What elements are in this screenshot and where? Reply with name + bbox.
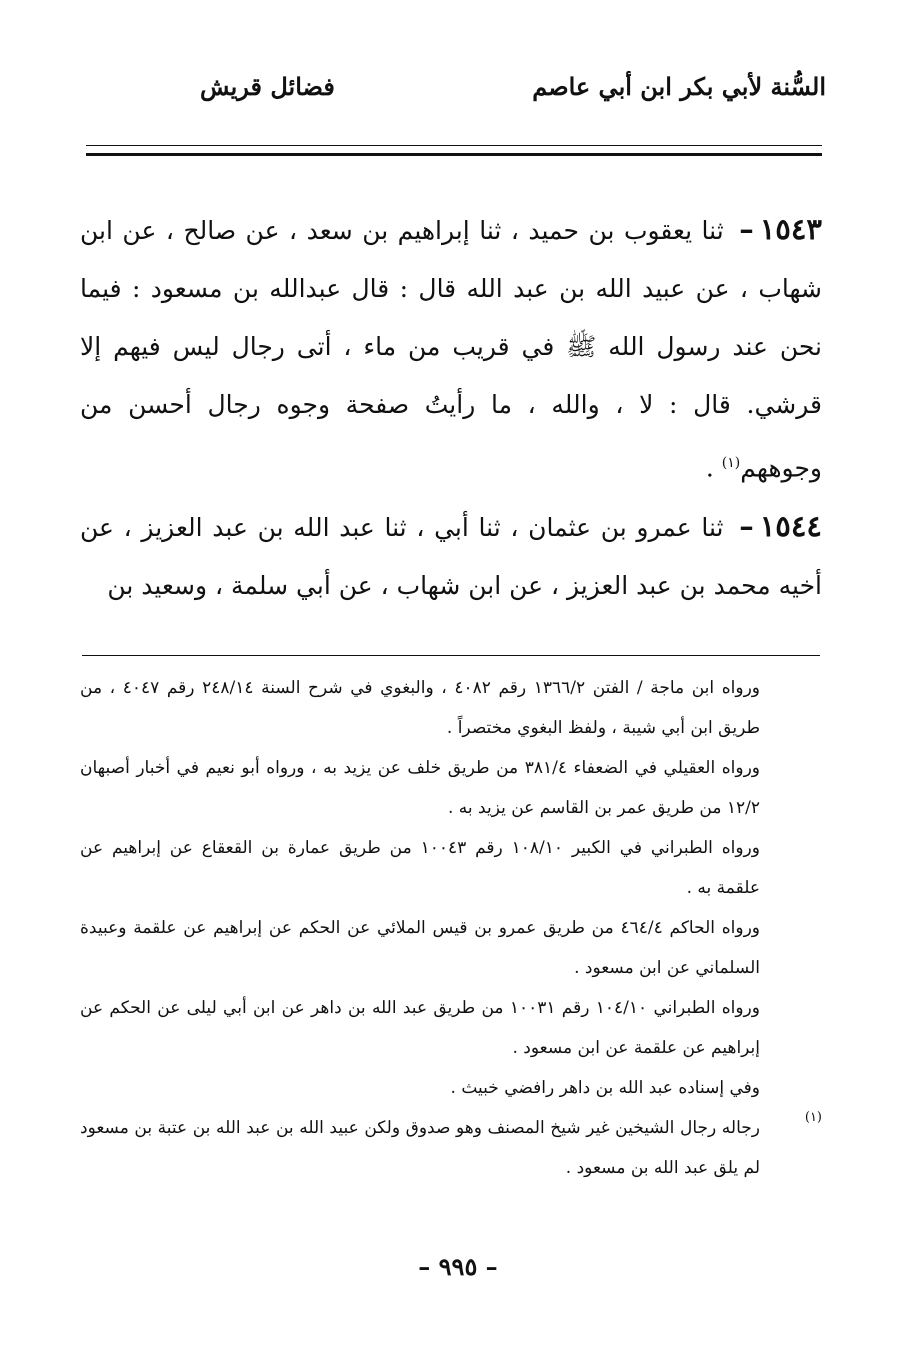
hadith-number: ١٥٤٣ bbox=[759, 212, 822, 246]
main-text bbox=[80, 200, 822, 615]
running-header bbox=[80, 72, 826, 116]
hadith-1543 bbox=[80, 200, 822, 497]
hadith-dash: – bbox=[739, 509, 754, 544]
footnote-paragraph: ورواه الحاكم ٤٦٤/٤ من طريق عمرو بن قيس الملائي عن الحكم عن إبراهيم عن علقمة وعبيدة السلماني عن ابن مسعود . bbox=[80, 918, 761, 978]
hadith-number: ١٥٤٤ bbox=[759, 509, 822, 544]
footnote-marker: (١) bbox=[804, 1110, 822, 1125]
hadith-end: . bbox=[705, 453, 722, 483]
footnote-paragraph: ورواه العقيلي في الضعفاء ٣٨١/٤ من طريق خلف عن يزيد به ، ورواه أبو نعيم في أخبار أصبهان ١٢/٢ من طريق عمر بن القاسم عن يزيد به . bbox=[80, 758, 760, 818]
footnote-paragraph: ورواه الطبراني ١٠٤/١٠ رقم ١٠٠٣١ من طريق عبد الله بن داهر عن ابن أبي ليلى عن الحكم عن إبراهيم عن علقمة عن ابن مسعود . bbox=[80, 998, 760, 1058]
hadith-dash: – bbox=[739, 212, 754, 246]
footnotes bbox=[80, 668, 822, 1188]
header-rule-thin bbox=[86, 145, 822, 146]
header-rule-thick bbox=[86, 153, 822, 156]
footnote-paragraph: وفي إسناده عبد الله بن داهر رافضي خبيث . bbox=[450, 1078, 760, 1098]
chapter-title: فضائل قريش bbox=[200, 72, 335, 101]
page-number: – ٩٩٥ – bbox=[418, 1252, 498, 1281]
footnote-paragraph: ورواه الطبراني في الكبير ١٠٨/١٠ رقم ١٠٠٤٣ من طريق عمارة بن القعقاع عن إبراهيم عن علقمة به . bbox=[80, 838, 760, 898]
footnote-paragraph: ورواه ابن ماجة / الفتن ١٣٦٦/٢ رقم ٤٠٨٢ ، والبغوي في شرح السنة ٢٤٨/١٤ رقم ٤٠٤٧ ، من طريق ابن أبي شيبة ، ولفظ البغوي مختصراً . bbox=[80, 678, 760, 738]
footnote-ref[interactable]: (١) bbox=[721, 455, 741, 471]
hadith-text: ثنا يعقوب بن حميد ، ثنا إبراهيم بن سعد ، عن صالح ، عن ابن شهاب ، عن عبيد الله بن عبد الله قال : قال عبدالله بن مسعود : فيما نحن عند رسول الله ﷺ في قريب من ماء ، أتى رجال ليس فيهم إلا قرشي. قال : لا ، والله ، ما رأيتُ صفحة وجوه رجال أحسن من وجوههم bbox=[80, 216, 822, 483]
hadith-text: ثنا عمرو بن عثمان ، ثنا أبي ، ثنا عبد الله بن عبد العزيز ، عن أخيه محمد بن عبد العزيز ، عن ابن شهاب ، عن أبي سلمة ، وسعيد بن bbox=[80, 513, 822, 601]
footnote-paragraph: رجاله رجال الشيخين غير شيخ المصنف وهو صدوق ولكن عبيد الله بن عبد الله بن عتبة بن مسعود لم يلق عبد الله بن مسعود . bbox=[80, 1118, 760, 1178]
hadith-1544 bbox=[80, 497, 822, 615]
book-title: السُّنة لأبي بكر ابن أبي عاصم bbox=[532, 72, 826, 101]
footnote-separator bbox=[82, 655, 820, 656]
footnote-1 bbox=[80, 1108, 822, 1188]
